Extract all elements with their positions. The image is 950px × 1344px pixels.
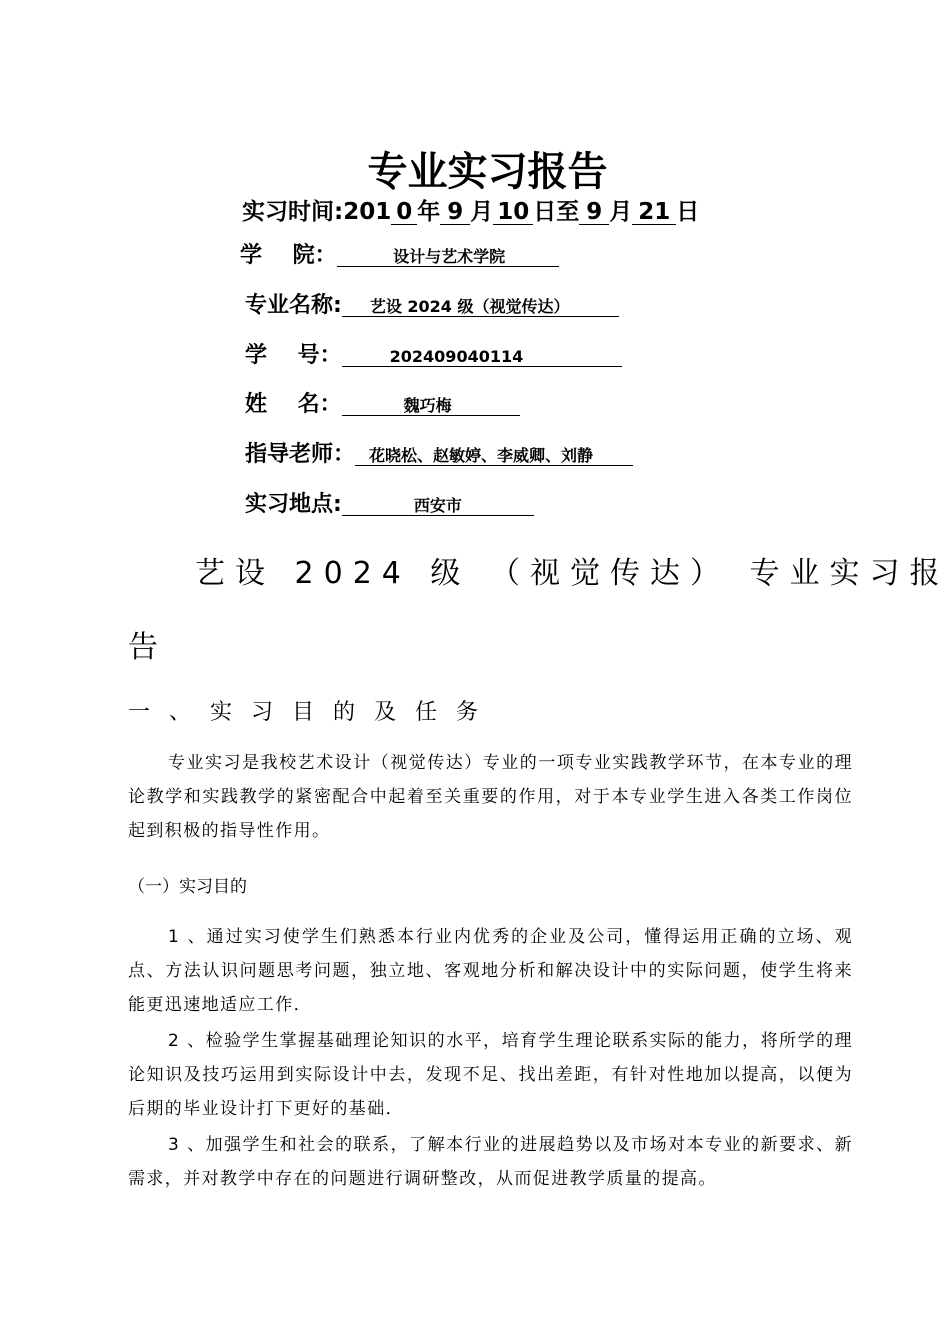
month-unit-start: 月: [470, 199, 494, 225]
year-digit: 0: [391, 200, 417, 225]
end-month: 9: [579, 200, 609, 225]
field-major: [245, 288, 619, 319]
field-label: 学 号：: [245, 343, 342, 368]
intro-paragraph: 专业实习是我校艺术设计（视觉传达）专业的一项专业实践教学环节，在本专业的理论教学和实践教学的紧密配合中起着至关重要的作用，对于本专业学生进入各类工作岗位起到积极的指导性作用。: [128, 753, 853, 841]
list-item: 1 、通过实习使学生们熟悉本行业内优秀的企业及公司，懂得运用正确的立场、观点、方法认识问题思考问题，独立地、客观地分析和解决设计中的实际问题，使学生将来能更迅速地适应工作．: [128, 927, 853, 1015]
field-name: [245, 387, 520, 418]
field-label: 专业名称:: [245, 293, 342, 318]
list-item: 2 、检验学生掌握基础理论知识的水平，培育学生理论联系实际的能力，将所学的理论知识及技巧运用到实际设计中去，发现不足、找出差距，有针对性地加以提高，以便为后期的毕业设计打下更好的基础．: [128, 1031, 853, 1119]
report-title: 专业实习报告: [367, 149, 608, 195]
field-student-id: [245, 338, 622, 369]
field-label: 指导老师：: [245, 442, 356, 467]
start-month: 9: [440, 200, 470, 225]
day-unit-start: 日至: [533, 199, 580, 225]
month-unit-end: 月: [609, 199, 633, 225]
day-unit-end: 日: [676, 199, 700, 225]
field-value: 设计与艺术学院: [337, 248, 559, 267]
field-value: 花晓松、赵敏婷、李威卿、刘静: [355, 447, 633, 466]
period-prefix: 实习时间:201: [242, 199, 392, 225]
list-item: 3 、加强学生和社会的联系，了解本行业的进展趋势以及市场对本专业的新要求、新需求，并对教学中存在的问题进行调研整改，从而促进教学质量的提高。: [128, 1135, 853, 1189]
field-label: 学 院：: [240, 243, 337, 268]
document-title-continued: 告: [128, 630, 158, 665]
document-title: 艺设 2024 级 （视觉传达） 专业实习报: [195, 556, 950, 591]
field-label: 姓 名：: [245, 392, 342, 417]
field-value: 西安市: [342, 497, 534, 516]
field-label: 实习地点:: [245, 492, 342, 517]
field-value: 艺设 2024 级（视觉传达）: [342, 298, 619, 317]
section-heading: 一、实习目的及任务: [128, 700, 498, 725]
field-college: [240, 238, 559, 269]
internship-period: [242, 193, 699, 226]
year-unit: 年: [417, 199, 441, 225]
field-value: 魏巧梅: [342, 397, 520, 416]
field-location: [245, 487, 534, 518]
field-value: 202409040114: [342, 348, 622, 367]
start-day: 10: [493, 200, 533, 225]
end-day: 21: [632, 200, 676, 225]
field-advisors: [245, 437, 633, 468]
subsection-heading: （一）实习目的: [128, 877, 247, 897]
